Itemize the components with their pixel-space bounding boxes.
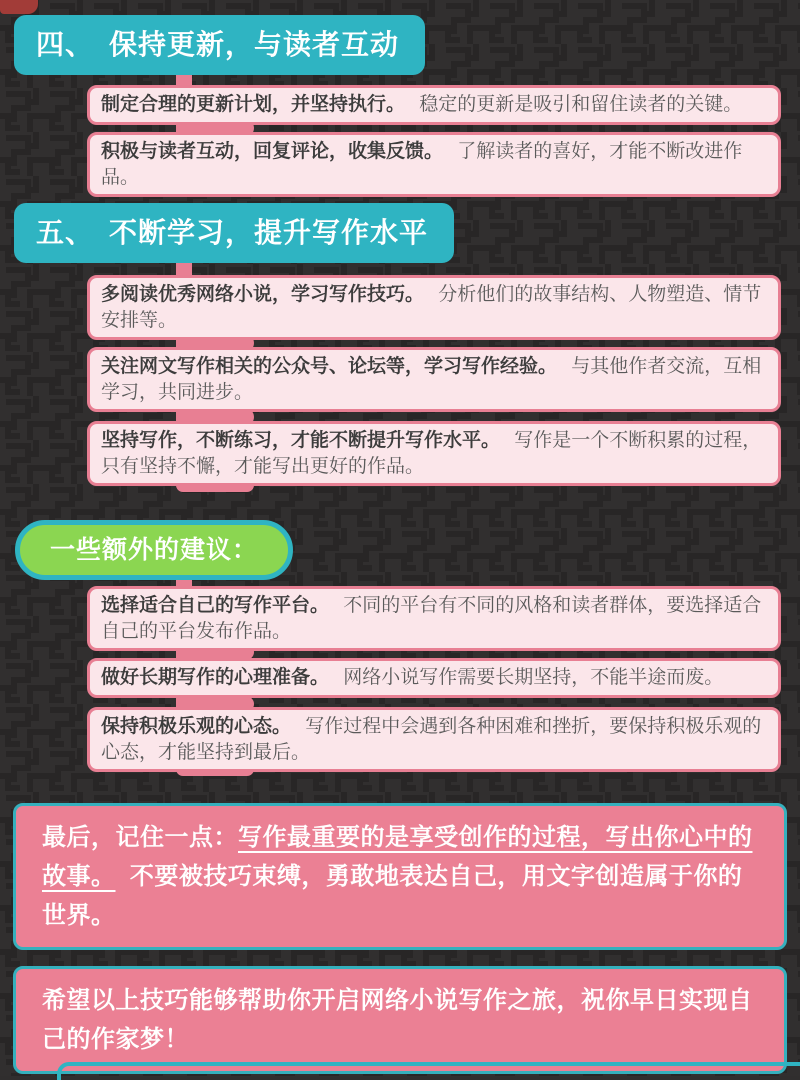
- tip-detail-text: 稳定的更新是吸引和留住读者的关键。: [419, 93, 743, 115]
- tip-lead-text: 关注网文写作相关的公众号、论坛等，学习写作经验。: [101, 355, 558, 377]
- conclusion-underlined-text: 写作最重要的是享受创作的过程，写出你心中的故事。: [42, 823, 753, 890]
- tip-lead-text: 保持积极乐观的心态。: [101, 715, 292, 737]
- tip-lead-text: 多阅读优秀网络小说，学习写作技巧。: [101, 283, 425, 305]
- tip-box: [87, 347, 781, 412]
- tip-lead-text: 积极与读者互动，回复评论，收集反馈。: [101, 140, 444, 162]
- section-4-header: 四、 保持更新，与读者互动: [14, 15, 425, 75]
- tip-lead-text: 制定合理的更新计划，并坚持执行。: [101, 93, 406, 115]
- tip-box: [87, 707, 781, 772]
- tip-detail-text: 不同的平台有不同的风格和读者群体，要选择适合自己的平台发布作品。: [101, 594, 762, 642]
- tip-lead-text: 做好长期写作的心理准备。: [101, 666, 330, 688]
- tip-detail-text: 写作过程中会遇到各种困难和挫折，要保持积极乐观的心态，才能坚持到最后。: [101, 715, 762, 763]
- tip-lead-text: 坚持写作，不断练习，才能不断提升写作水平。: [101, 429, 501, 451]
- tip-detail-text: 分析他们的故事结构、人物塑造、情节安排等。: [101, 283, 762, 331]
- tip-box: [87, 421, 781, 486]
- conclusion-rest-text: 不要被技巧束缚，勇敢地表达自己，用文字创造属于你的世界。: [42, 862, 743, 929]
- tip-lead-text: 选择适合自己的写作平台。: [101, 594, 330, 616]
- tip-box: [87, 85, 781, 125]
- tip-detail-text: 与其他作者交流，互相学习，共同进步。: [101, 355, 762, 403]
- tip-detail-text: 了解读者的喜好，才能不断改进作品。: [101, 140, 743, 188]
- conclusion-prefix: 最后，记住一点：: [42, 823, 238, 851]
- wish-text: 希望以上技巧能够帮助你开启网络小说写作之旅，祝你早日实现自己的作家梦！: [42, 986, 753, 1053]
- tip-box: [87, 658, 781, 698]
- tip-box: [87, 586, 781, 651]
- tip-box: [87, 275, 781, 340]
- cropped-red-connector: [0, 0, 38, 14]
- conclusion-box: [13, 803, 787, 950]
- tip-box: [87, 132, 781, 197]
- tip-detail-text: 写作是一个不断积累的过程，只有坚持不懈，才能写出更好的作品。: [101, 429, 762, 477]
- extra-suggestions-header: 一些额外的建议：: [15, 520, 293, 580]
- cropped-next-box-edge: [57, 1062, 800, 1080]
- section-5-header: 五、 不断学习，提升写作水平: [14, 203, 454, 263]
- wish-box: [13, 966, 787, 1074]
- tip-detail-text: 网络小说写作需要长期坚持，不能半途而废。: [343, 666, 724, 688]
